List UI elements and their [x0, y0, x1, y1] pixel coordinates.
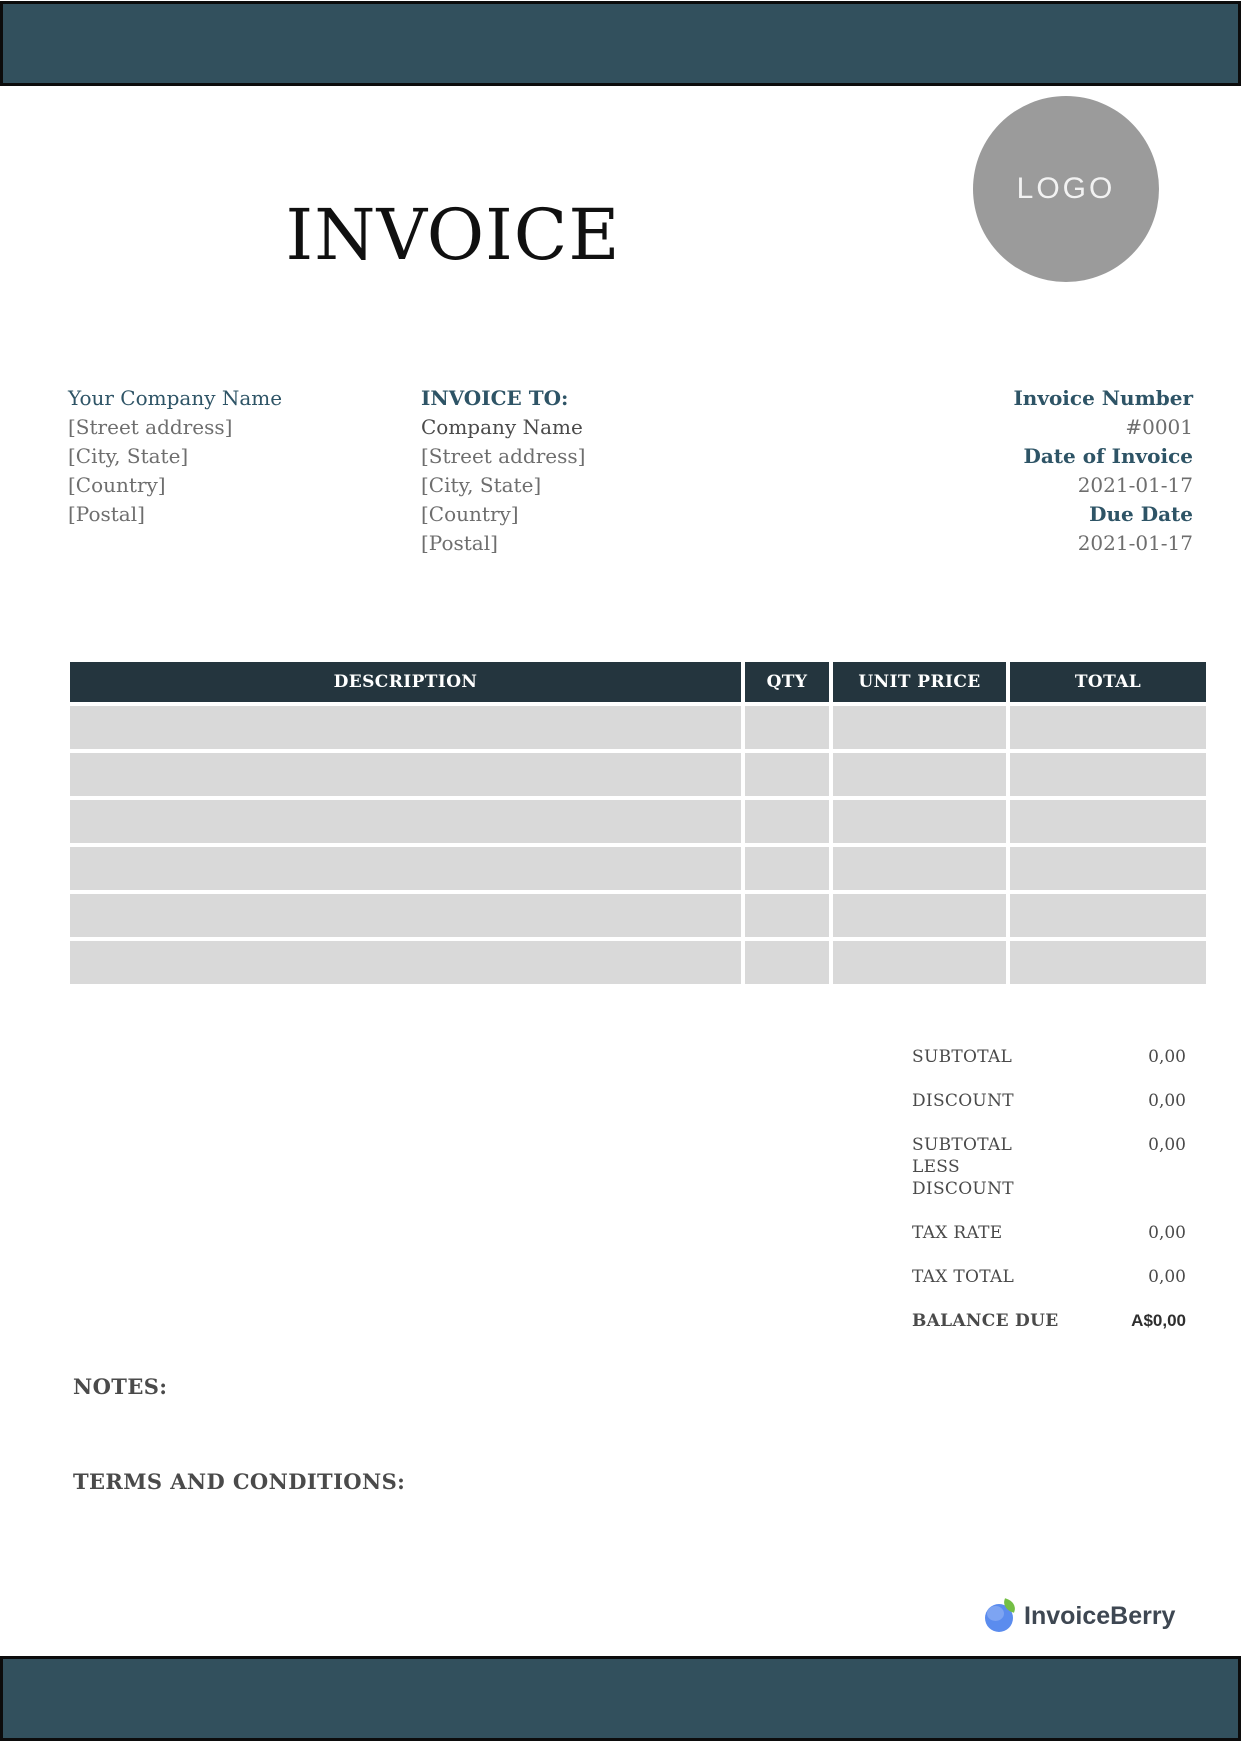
table-cell [1010, 894, 1206, 937]
meta-label: Due Date [1089, 502, 1193, 526]
table-cell [833, 706, 1006, 749]
totals-label: TAX RATE [912, 1223, 1003, 1243]
totals-value: 0,00 [1148, 1223, 1186, 1243]
totals-row [912, 1266, 1186, 1288]
table-cell [833, 753, 1006, 796]
totals-value: 0,00 [1148, 1047, 1186, 1067]
table-cell [70, 706, 741, 749]
invoiceberry-branding [985, 1601, 1175, 1631]
meta-value: 2021-01-17 [1077, 531, 1193, 555]
column-header-total: TOTAL [1010, 662, 1206, 702]
invoice-to-address-lines [421, 442, 585, 558]
table-cell [833, 847, 1006, 890]
totals-value: A$0,00 [1131, 1311, 1186, 1330]
table-cell [1010, 847, 1206, 890]
totals-section [912, 1046, 1186, 1354]
totals-value: 0,00 [1148, 1091, 1186, 1111]
table-cell [833, 800, 1006, 843]
table-cell [70, 941, 741, 984]
totals-row [912, 1222, 1186, 1244]
table-cell [745, 847, 829, 890]
table-cell [1010, 753, 1206, 796]
table-cell [70, 847, 741, 890]
invoiceberry-wordmark: InvoiceBerry [1024, 1601, 1176, 1630]
meta-value: #0001 [1125, 415, 1193, 439]
table-cell [1010, 706, 1206, 749]
bottom-accent-bar [0, 1656, 1241, 1741]
totals-label: DISCOUNT [912, 1091, 1014, 1111]
table-cell [745, 800, 829, 843]
totals-label: SUBTOTAL LESS DISCOUNT [912, 1135, 1014, 1199]
page-title: INVOICE [285, 194, 621, 276]
totals-label: BALANCE DUE [912, 1311, 1059, 1331]
line-items-table [70, 662, 1206, 984]
totals-label: SUBTOTAL [912, 1047, 1013, 1067]
invoice-to-address-line: [Postal] [421, 531, 498, 555]
table-cell [745, 753, 829, 796]
totals-row [912, 1310, 1186, 1332]
totals-label: TAX TOTAL [912, 1267, 1015, 1287]
invoice-to-block [421, 384, 585, 558]
company-name: Your Company Name [68, 386, 283, 410]
meta-label: Invoice Number [1013, 386, 1193, 410]
terms-heading: TERMS AND CONDITIONS: [73, 1469, 406, 1494]
invoice-meta-block [1013, 384, 1193, 558]
company-address-line: [City, State] [68, 444, 189, 468]
invoice-to-address-line: [Country] [421, 502, 519, 526]
table-cell [833, 941, 1006, 984]
table-cell [745, 894, 829, 937]
totals-value: 0,00 [1148, 1135, 1186, 1155]
meta-value: 2021-01-17 [1077, 473, 1193, 497]
invoice-to-address-line: [City, State] [421, 473, 542, 497]
invoice-to-heading: INVOICE TO: [421, 386, 569, 410]
logo-placeholder [973, 96, 1159, 282]
table-cell [833, 894, 1006, 937]
table-cell [745, 706, 829, 749]
top-accent-bar [0, 1, 1241, 86]
table-cell [1010, 941, 1206, 984]
meta-label: Date of Invoice [1023, 444, 1193, 468]
column-header-description: DESCRIPTION [70, 662, 741, 702]
table-cell [70, 894, 741, 937]
totals-row [912, 1046, 1186, 1068]
column-header-unit-price: UNIT PRICE [833, 662, 1006, 702]
table-cell [70, 753, 741, 796]
totals-value: 0,00 [1148, 1267, 1186, 1287]
berry-icon [985, 1601, 1015, 1631]
table-cell [70, 800, 741, 843]
totals-row [912, 1134, 1186, 1200]
invoice-to-address-line: [Street address] [421, 444, 586, 468]
logo-placeholder-text: LOGO [1016, 172, 1116, 205]
company-address-line: [Postal] [68, 502, 145, 526]
table-cell [1010, 800, 1206, 843]
company-address-line: [Street address] [68, 415, 233, 439]
table-cell [745, 941, 829, 984]
invoice-to-company: Company Name [421, 415, 583, 439]
column-header-qty: QTY [745, 662, 829, 702]
notes-heading: NOTES: [73, 1374, 168, 1399]
company-address-line: [Country] [68, 473, 166, 497]
totals-row [912, 1090, 1186, 1112]
company-address-lines [68, 413, 282, 529]
company-info-block [68, 384, 282, 529]
